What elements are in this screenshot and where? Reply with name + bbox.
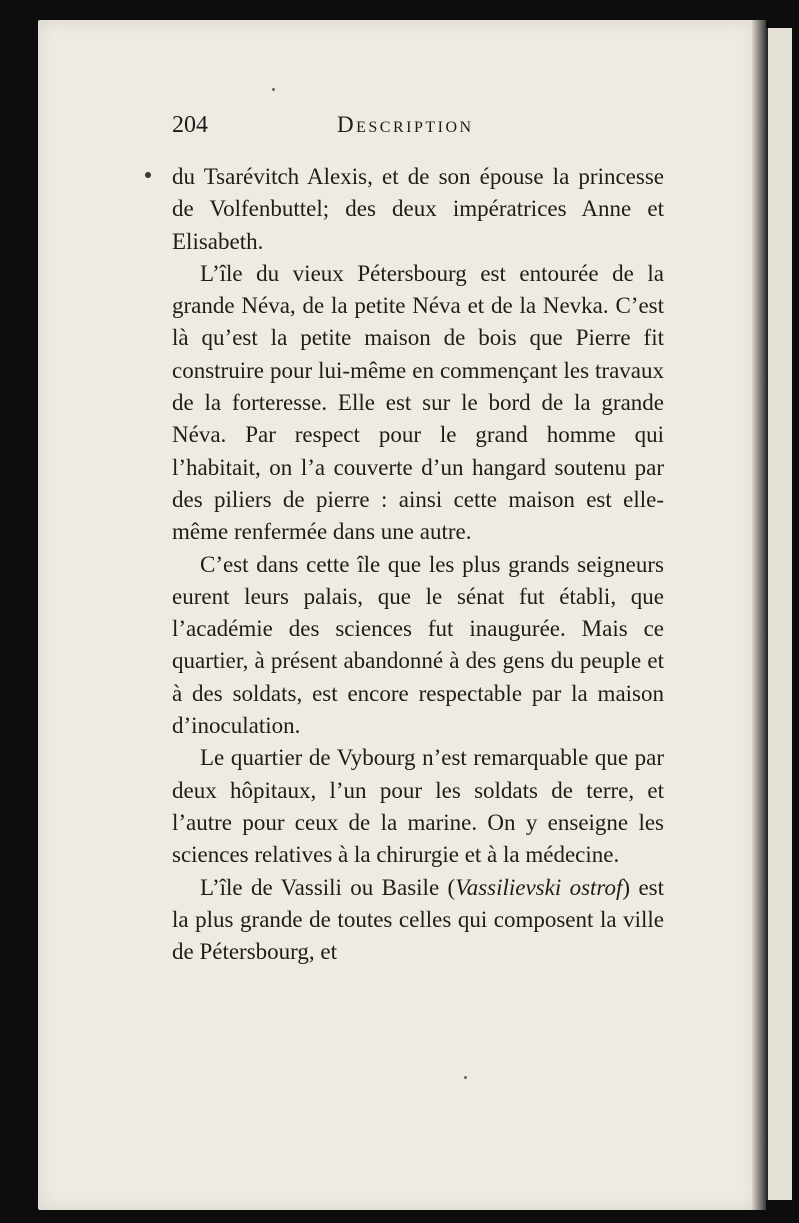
paragraph-text: L’île de Vassili ou Basile ( <box>200 874 456 900</box>
paragraph-text: L’île du vieux Pétersbourg est entourée de la grande Néva, de la petite Néva et de la Nevka. C’est là qu’est la petite maison de bois que Pierre fit construire pour lui-même en commençant les travaux de la forteresse. Elle est sur le bord de la grande Néva. Par respect pour le grand homme qui l’habitait, on l’a couverte d’un hangard soutenu par des piliers de pierre : ainsi cette maison est elle-même renfermée dans une autre. <box>172 260 664 545</box>
paragraph <box>172 161 664 258</box>
paragraph-text: du Tsarévitch Alexis, et de son épouse la princesse de Volfenbuttel; des deux impératrices Anne et Elisabeth. <box>172 164 664 254</box>
paragraph <box>172 872 664 969</box>
running-head <box>172 112 664 142</box>
page-gutter <box>752 20 766 1210</box>
page-number: 204 <box>172 112 208 138</box>
paragraph <box>172 742 664 871</box>
body-text <box>172 161 664 968</box>
paragraph-text: Le quartier de Vybourg n’est remarquable que par deux hôpitaux, l’un pour les soldats de terre, et l’autre pour ceux de la marine. On y enseigne les sciences relatives à la chirurgie et à la médecine. <box>172 745 664 868</box>
paragraph <box>172 549 664 743</box>
italic-text: Vassilievski ostrof <box>455 874 623 900</box>
running-title: Description <box>337 112 474 137</box>
paragraph-text: ) est la plus grande de toutes celles qui composent la ville de Pétersbourg, et <box>172 874 664 965</box>
paragraph <box>172 258 664 549</box>
paper-speck <box>272 88 275 91</box>
paragraph-text: C’est dans cette île que les plus grands seigneurs eurent leurs palais, que le sénat fut établi, que l’académie des sciences fut inaugurée. Mais ce quartier, à présent abandonné à des gens du peuple et à des soldats, est encore respectable par la maison d’inoculation. <box>172 551 664 739</box>
adjacent-page-edge <box>766 28 792 1200</box>
paper-speck <box>464 1076 467 1079</box>
ink-mark <box>145 172 151 178</box>
